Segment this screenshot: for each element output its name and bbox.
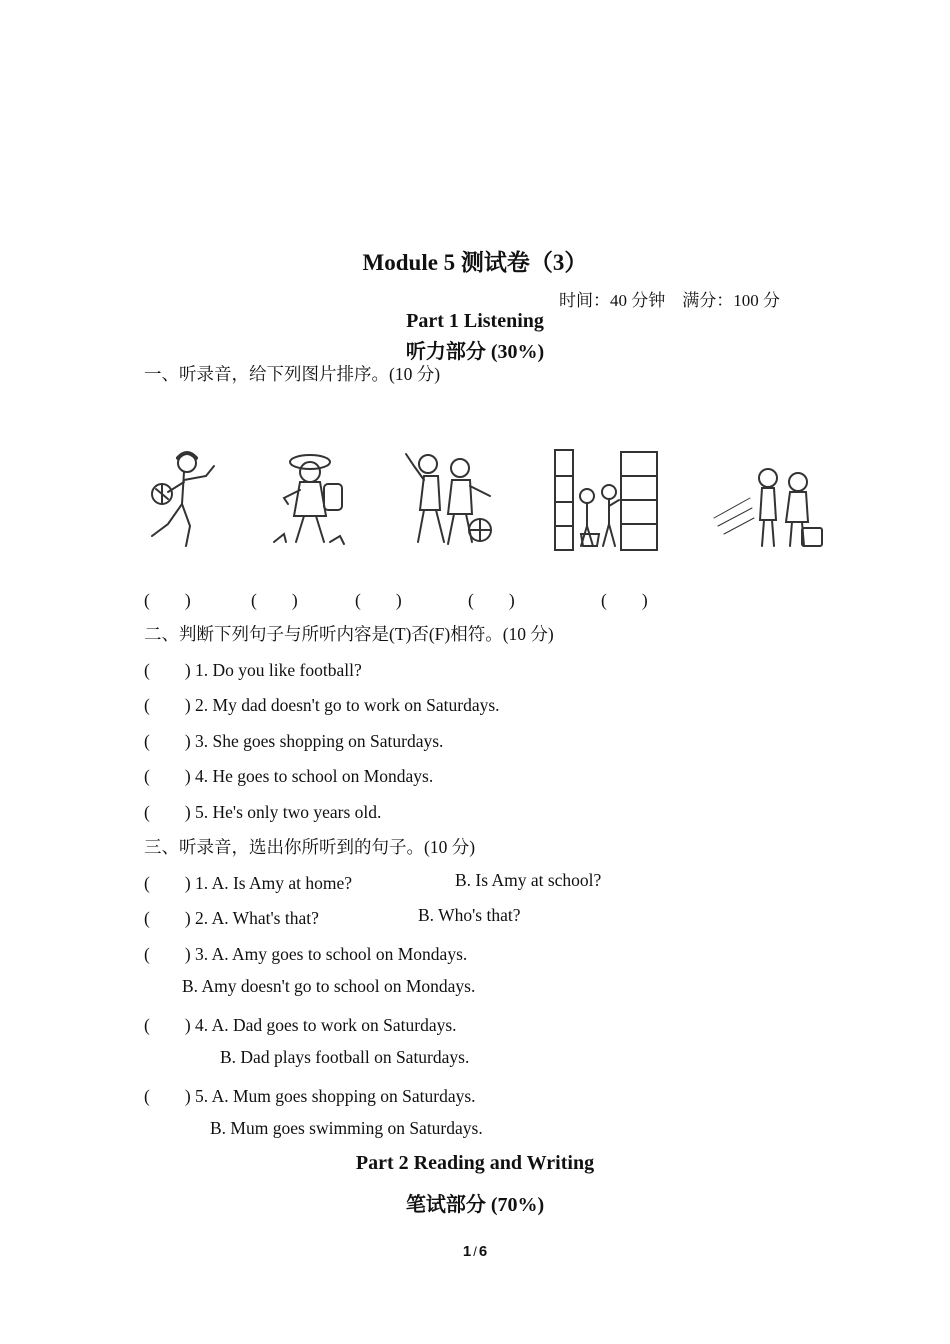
judge-item-5: ( ) 5. He's only two years old. [144, 802, 382, 822]
picture-boy-football [140, 446, 224, 556]
choice-q3-option-a: ( ) 3. A. Amy goes to school on Mondays. [144, 944, 468, 964]
choice-q2-option-a: ( ) 2. A. What's that? [144, 908, 319, 928]
judge-item-1: ( ) 1. Do you like football? [144, 660, 362, 680]
choice-q4-option-a: ( ) 4. A. Dad goes to work on Saturdays. [144, 1015, 457, 1035]
choice-q4-option-b: B. Dad plays football on Saturdays. [220, 1047, 470, 1067]
judge-item-4: ( ) 4. He goes to school on Mondays. [144, 766, 434, 786]
picture-women-suitcase [710, 446, 828, 556]
page-title: Module 5 测试卷（3） [362, 250, 588, 275]
judge-item-2: ( ) 2. My dad doesn't go to work on Saturdays. [144, 695, 500, 715]
part2-subtitle: 笔试部分 (70%) [405, 1194, 545, 1216]
section3-instruction: 三、听录音，选出你所听到的句子。(10 分) [144, 837, 476, 857]
part1-title: Part 1 Listening [406, 310, 544, 332]
section2-instruction: 二、判断下列句子与所听内容是(T)否(F)相符。(10 分) [144, 624, 554, 644]
picture-girl-backpack [266, 446, 356, 556]
choice-q1-option-a: ( ) 1. A. Is Amy at home? [144, 873, 353, 893]
page-separator: / [473, 1244, 477, 1259]
part2-title: Part 2 Reading and Writing [355, 1152, 595, 1174]
choice-q3-option-b: B. Amy doesn't go to school on Mondays. [182, 976, 476, 996]
answer-blank-1[interactable]: ( ) [144, 590, 191, 610]
choice-q5-option-b: B. Mum goes swimming on Saturdays. [210, 1118, 483, 1138]
choice-q5-option-a: ( ) 5. A. Mum goes shopping on Saturdays. [144, 1086, 476, 1106]
picture-children-shopping [553, 446, 659, 556]
judge-item-3: ( ) 3. She goes shopping on Saturdays. [144, 731, 444, 751]
part1-subtitle: 听力部分 (30%) [405, 341, 545, 363]
choice-q1-option-b: B. Is Amy at school? [455, 870, 602, 890]
exam-meta: 时间：40 分钟 满分：100 分 [559, 291, 780, 310]
answer-blank-4[interactable]: ( ) [468, 590, 515, 610]
page-current: 1 [462, 1243, 472, 1260]
section1-instruction: 一、听录音，给下列图片排序。(10 分) [144, 364, 441, 384]
answer-blank-2[interactable]: ( ) [251, 590, 298, 610]
page-number [0, 1243, 950, 1260]
answer-blank-3[interactable]: ( ) [355, 590, 402, 610]
picture-boys-basketball [400, 446, 502, 556]
choice-q2-option-b: B. Who's that? [418, 905, 521, 925]
answer-blank-5[interactable]: ( ) [601, 590, 648, 610]
page-total: 6 [478, 1243, 488, 1260]
